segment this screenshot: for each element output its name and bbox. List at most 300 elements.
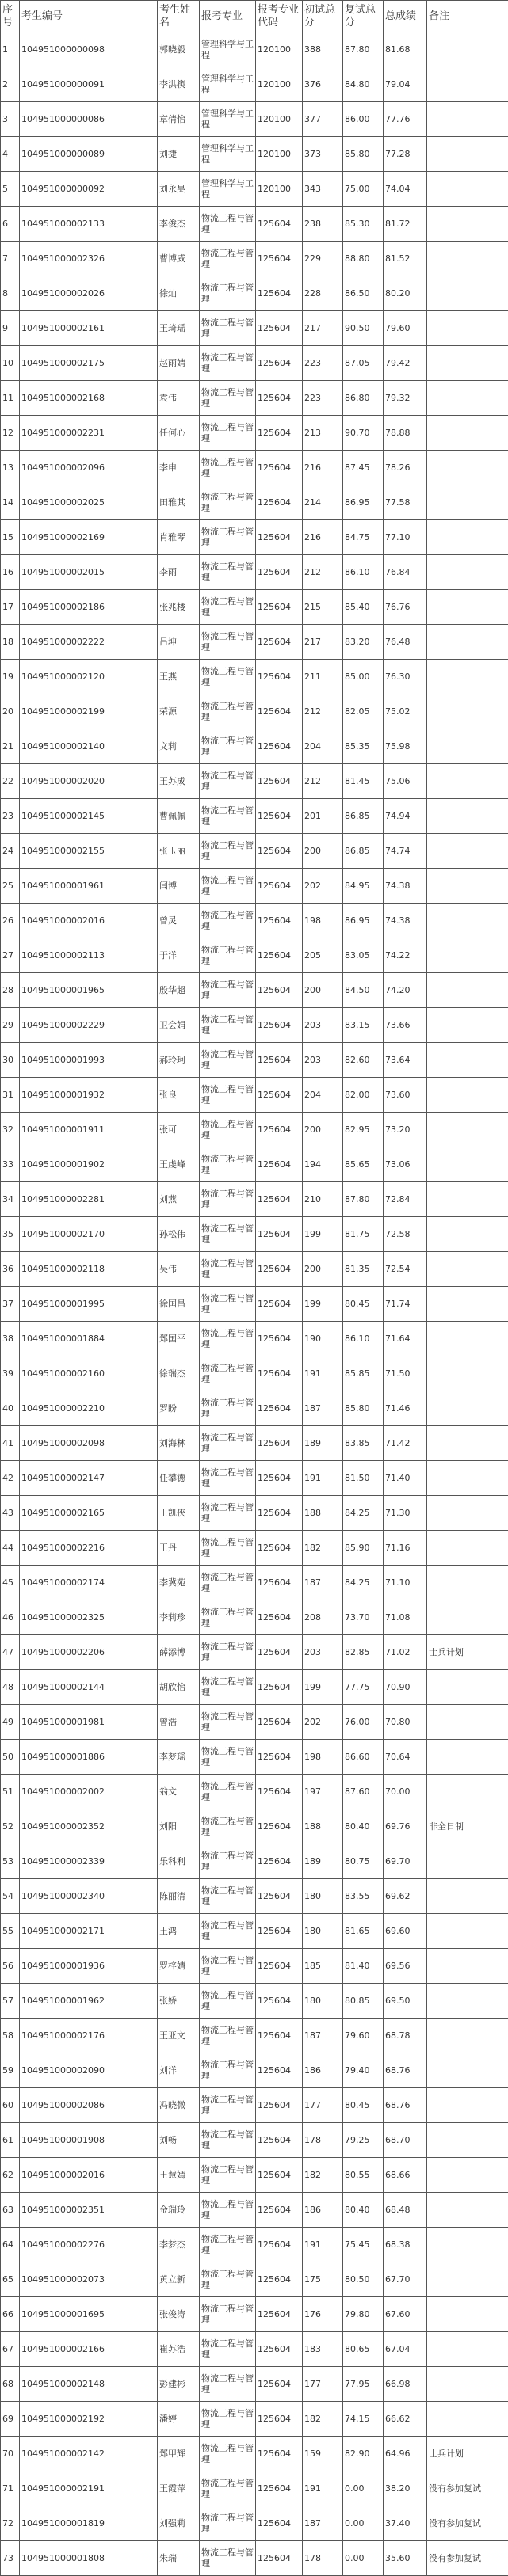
major-cell: 物流工程与管理 bbox=[200, 2262, 256, 2297]
major-cell: 管理科学与工程 bbox=[200, 67, 256, 102]
retest-score-cell: 90.50 bbox=[343, 311, 384, 346]
retest-score-cell: 81.45 bbox=[343, 764, 384, 799]
total-score-cell: 71.16 bbox=[384, 1531, 427, 1566]
exam-id-cell: 104951000001961 bbox=[20, 869, 158, 904]
total-score-cell: 73.66 bbox=[384, 1008, 427, 1043]
remark-cell bbox=[427, 1008, 508, 1043]
remark-cell bbox=[427, 904, 508, 938]
name-cell: 荣源 bbox=[158, 694, 200, 729]
major-code-cell: 125604 bbox=[256, 1287, 303, 1322]
seq-cell: 4 bbox=[1, 137, 20, 172]
retest-score-cell: 79.25 bbox=[343, 2123, 384, 2158]
retest-score-cell: 0.00 bbox=[343, 2506, 384, 2541]
major-cell: 物流工程与管理 bbox=[200, 1113, 256, 1147]
exam-id-cell: 104951000001886 bbox=[20, 1740, 158, 1775]
total-score-cell: 38.20 bbox=[384, 2471, 427, 2506]
prelim-score-cell: 180 bbox=[303, 1914, 343, 1949]
major-cell: 物流工程与管理 bbox=[200, 2541, 256, 2576]
seq-cell: 35 bbox=[1, 1217, 20, 1252]
name-cell: 罗盼 bbox=[158, 1391, 200, 1426]
table-row bbox=[1, 311, 508, 346]
major-code-cell: 125604 bbox=[256, 485, 303, 520]
retest-score-cell: 81.35 bbox=[343, 1252, 384, 1287]
seq-cell: 44 bbox=[1, 1531, 20, 1566]
seq-cell: 54 bbox=[1, 1879, 20, 1914]
retest-score-cell: 79.60 bbox=[343, 2019, 384, 2053]
total-score-cell: 68.70 bbox=[384, 2123, 427, 2158]
major-code-cell: 125604 bbox=[256, 2471, 303, 2506]
exam-id-cell: 104951000002086 bbox=[20, 2088, 158, 2123]
major-code-cell: 125604 bbox=[256, 1113, 303, 1147]
major-code-cell: 125604 bbox=[256, 2123, 303, 2158]
major-code-cell: 120100 bbox=[256, 172, 303, 207]
remark-cell bbox=[427, 590, 508, 625]
total-score-cell: 79.32 bbox=[384, 381, 427, 416]
exam-id-cell: 104951000002148 bbox=[20, 2367, 158, 2402]
name-cell: 徐瑞杰 bbox=[158, 1356, 200, 1391]
seq-cell: 50 bbox=[1, 1740, 20, 1775]
table-row bbox=[1, 1531, 508, 1566]
total-score-cell: 74.22 bbox=[384, 938, 427, 973]
header-cell: 初试总分 bbox=[303, 1, 343, 32]
table-row bbox=[1, 2471, 508, 2506]
major-cell: 物流工程与管理 bbox=[200, 1635, 256, 1670]
remark-cell bbox=[427, 311, 508, 346]
seq-cell: 41 bbox=[1, 1426, 20, 1461]
name-cell: 彭建彬 bbox=[158, 2367, 200, 2402]
major-code-cell: 125604 bbox=[256, 1252, 303, 1287]
retest-score-cell: 81.65 bbox=[343, 1914, 384, 1949]
total-score-cell: 35.60 bbox=[384, 2541, 427, 2576]
name-cell: 王霞萍 bbox=[158, 2471, 200, 2506]
prelim-score-cell: 177 bbox=[303, 2367, 343, 2402]
remark-cell bbox=[427, 834, 508, 869]
name-cell: 刘永昊 bbox=[158, 172, 200, 207]
retest-score-cell: 86.10 bbox=[343, 555, 384, 590]
total-score-cell: 69.76 bbox=[384, 1809, 427, 1844]
major-code-cell: 125604 bbox=[256, 2332, 303, 2367]
name-cell: 郑国平 bbox=[158, 1322, 200, 1356]
name-cell: 李梦杰 bbox=[158, 2228, 200, 2262]
remark-cell: 没有参加复试 bbox=[427, 2541, 508, 2576]
table-row bbox=[1, 799, 508, 834]
remark-cell bbox=[427, 1322, 508, 1356]
major-code-cell: 120100 bbox=[256, 67, 303, 102]
retest-score-cell: 86.00 bbox=[343, 102, 384, 137]
major-cell: 物流工程与管理 bbox=[200, 555, 256, 590]
total-score-cell: 71.50 bbox=[384, 1356, 427, 1391]
name-cell: 李洪筷 bbox=[158, 67, 200, 102]
name-cell: 闫博 bbox=[158, 869, 200, 904]
remark-cell: 士兵计划 bbox=[427, 2437, 508, 2471]
seq-cell: 61 bbox=[1, 2123, 20, 2158]
prelim-score-cell: 216 bbox=[303, 451, 343, 485]
name-cell: 王苏成 bbox=[158, 764, 200, 799]
table-row bbox=[1, 1078, 508, 1113]
prelim-score-cell: 228 bbox=[303, 276, 343, 311]
table-row bbox=[1, 1147, 508, 1182]
header-cell: 报考专业代码 bbox=[256, 1, 303, 32]
major-code-cell: 125604 bbox=[256, 1043, 303, 1078]
seq-cell: 1 bbox=[1, 32, 20, 67]
retest-score-cell: 80.45 bbox=[343, 2088, 384, 2123]
exam-id-cell: 104951000002192 bbox=[20, 2402, 158, 2437]
seq-cell: 23 bbox=[1, 799, 20, 834]
name-cell: 胡欣怡 bbox=[158, 1670, 200, 1705]
seq-cell: 31 bbox=[1, 1078, 20, 1113]
seq-cell: 67 bbox=[1, 2332, 20, 2367]
total-score-cell: 71.40 bbox=[384, 1461, 427, 1496]
prelim-score-cell: 204 bbox=[303, 1078, 343, 1113]
prelim-score-cell: 199 bbox=[303, 1217, 343, 1252]
table-row bbox=[1, 973, 508, 1008]
total-score-cell: 66.62 bbox=[384, 2402, 427, 2437]
exam-id-cell: 104951000000091 bbox=[20, 67, 158, 102]
total-score-cell: 74.38 bbox=[384, 904, 427, 938]
exam-id-cell: 104951000001908 bbox=[20, 2123, 158, 2158]
name-cell: 李雨 bbox=[158, 555, 200, 590]
major-code-cell: 125604 bbox=[256, 2193, 303, 2228]
retest-score-cell: 87.60 bbox=[343, 1775, 384, 1809]
remark-cell bbox=[427, 276, 508, 311]
table-row bbox=[1, 2541, 508, 2576]
table-row bbox=[1, 2158, 508, 2193]
table-body bbox=[1, 32, 508, 2576]
total-score-cell: 68.66 bbox=[384, 2158, 427, 2193]
retest-score-cell: 86.95 bbox=[343, 904, 384, 938]
seq-cell: 32 bbox=[1, 1113, 20, 1147]
name-cell: 王凯侠 bbox=[158, 1496, 200, 1531]
prelim-score-cell: 194 bbox=[303, 1147, 343, 1182]
seq-cell: 6 bbox=[1, 207, 20, 242]
prelim-score-cell: 202 bbox=[303, 1705, 343, 1740]
prelim-score-cell: 191 bbox=[303, 1461, 343, 1496]
major-cell: 物流工程与管理 bbox=[200, 1949, 256, 1984]
remark-cell bbox=[427, 2088, 508, 2123]
name-cell: 殷华超 bbox=[158, 973, 200, 1008]
table-row bbox=[1, 520, 508, 555]
exam-id-cell: 104951000001808 bbox=[20, 2541, 158, 2576]
name-cell: 冯晓微 bbox=[158, 2088, 200, 2123]
major-code-cell: 125604 bbox=[256, 416, 303, 451]
prelim-score-cell: 217 bbox=[303, 625, 343, 660]
table-row bbox=[1, 2437, 508, 2471]
total-score-cell: 74.94 bbox=[384, 799, 427, 834]
seq-cell: 28 bbox=[1, 973, 20, 1008]
exam-id-cell: 104951000002339 bbox=[20, 1844, 158, 1879]
major-code-cell: 125604 bbox=[256, 1844, 303, 1879]
retest-score-cell: 83.85 bbox=[343, 1426, 384, 1461]
prelim-score-cell: 203 bbox=[303, 1635, 343, 1670]
major-cell: 物流工程与管理 bbox=[200, 1566, 256, 1600]
name-cell: 刘畅 bbox=[158, 2123, 200, 2158]
table-row bbox=[1, 1356, 508, 1391]
remark-cell: 没有参加复试 bbox=[427, 2506, 508, 2541]
remark-cell bbox=[427, 485, 508, 520]
seq-cell: 38 bbox=[1, 1322, 20, 1356]
major-cell: 物流工程与管理 bbox=[200, 1879, 256, 1914]
exam-id-cell: 104951000002090 bbox=[20, 2053, 158, 2088]
prelim-score-cell: 199 bbox=[303, 1670, 343, 1705]
remark-cell bbox=[427, 1078, 508, 1113]
major-cell: 物流工程与管理 bbox=[200, 2019, 256, 2053]
exam-id-cell: 104951000002016 bbox=[20, 2158, 158, 2193]
total-score-cell: 69.56 bbox=[384, 1949, 427, 1984]
table-row bbox=[1, 1670, 508, 1705]
prelim-score-cell: 190 bbox=[303, 1322, 343, 1356]
major-cell: 物流工程与管理 bbox=[200, 799, 256, 834]
prelim-score-cell: 188 bbox=[303, 1496, 343, 1531]
seq-cell: 27 bbox=[1, 938, 20, 973]
remark-cell bbox=[427, 416, 508, 451]
exam-id-cell: 104951000000086 bbox=[20, 102, 158, 137]
remark-cell bbox=[427, 1147, 508, 1182]
prelim-score-cell: 189 bbox=[303, 1426, 343, 1461]
exam-id-cell: 104951000002002 bbox=[20, 1775, 158, 1809]
seq-cell: 62 bbox=[1, 2158, 20, 2193]
total-score-cell: 71.30 bbox=[384, 1496, 427, 1531]
remark-cell bbox=[427, 1879, 508, 1914]
major-cell: 物流工程与管理 bbox=[200, 242, 256, 276]
prelim-score-cell: 212 bbox=[303, 555, 343, 590]
seq-cell: 30 bbox=[1, 1043, 20, 1078]
remark-cell bbox=[427, 1705, 508, 1740]
prelim-score-cell: 197 bbox=[303, 1775, 343, 1809]
remark-cell bbox=[427, 2228, 508, 2262]
seq-cell: 8 bbox=[1, 276, 20, 311]
major-cell: 物流工程与管理 bbox=[200, 904, 256, 938]
table-row bbox=[1, 1705, 508, 1740]
major-cell: 物流工程与管理 bbox=[200, 1496, 256, 1531]
exam-id-cell: 104951000002026 bbox=[20, 276, 158, 311]
major-code-cell: 125604 bbox=[256, 694, 303, 729]
retest-score-cell: 75.00 bbox=[343, 172, 384, 207]
prelim-score-cell: 180 bbox=[303, 1879, 343, 1914]
exam-id-cell: 104951000002175 bbox=[20, 346, 158, 381]
prelim-score-cell: 215 bbox=[303, 590, 343, 625]
exam-id-cell: 104951000002096 bbox=[20, 451, 158, 485]
major-code-cell: 125604 bbox=[256, 2088, 303, 2123]
major-code-cell: 125604 bbox=[256, 381, 303, 416]
exam-id-cell: 104951000001902 bbox=[20, 1147, 158, 1182]
exam-id-cell: 104951000002166 bbox=[20, 2332, 158, 2367]
retest-score-cell: 85.40 bbox=[343, 590, 384, 625]
name-cell: 曾浩 bbox=[158, 1705, 200, 1740]
table-row bbox=[1, 1426, 508, 1461]
name-cell: 任何心 bbox=[158, 416, 200, 451]
remark-cell bbox=[427, 973, 508, 1008]
major-code-cell: 125604 bbox=[256, 1914, 303, 1949]
seq-cell: 52 bbox=[1, 1809, 20, 1844]
prelim-score-cell: 183 bbox=[303, 2332, 343, 2367]
remark-cell bbox=[427, 1426, 508, 1461]
seq-cell: 21 bbox=[1, 729, 20, 764]
seq-cell: 15 bbox=[1, 520, 20, 555]
name-cell: 曹博威 bbox=[158, 242, 200, 276]
seq-cell: 7 bbox=[1, 242, 20, 276]
retest-score-cell: 74.15 bbox=[343, 2402, 384, 2437]
remark-cell bbox=[427, 938, 508, 973]
retest-score-cell: 82.85 bbox=[343, 1635, 384, 1670]
prelim-score-cell: 199 bbox=[303, 1287, 343, 1322]
major-code-cell: 125604 bbox=[256, 2437, 303, 2471]
major-code-cell: 125604 bbox=[256, 1217, 303, 1252]
retest-score-cell: 86.50 bbox=[343, 276, 384, 311]
retest-score-cell: 0.00 bbox=[343, 2541, 384, 2576]
seq-cell: 49 bbox=[1, 1705, 20, 1740]
remark-cell bbox=[427, 2262, 508, 2297]
major-cell: 物流工程与管理 bbox=[200, 2158, 256, 2193]
major-cell: 物流工程与管理 bbox=[200, 729, 256, 764]
seq-cell: 36 bbox=[1, 1252, 20, 1287]
seq-cell: 5 bbox=[1, 172, 20, 207]
prelim-score-cell: 182 bbox=[303, 2402, 343, 2437]
table-row bbox=[1, 2297, 508, 2332]
seq-cell: 40 bbox=[1, 1391, 20, 1426]
name-cell: 金瑞玲 bbox=[158, 2193, 200, 2228]
prelim-score-cell: 210 bbox=[303, 1182, 343, 1217]
remark-cell bbox=[427, 2053, 508, 2088]
major-cell: 物流工程与管理 bbox=[200, 625, 256, 660]
seq-cell: 24 bbox=[1, 834, 20, 869]
major-code-cell: 125604 bbox=[256, 451, 303, 485]
remark-cell bbox=[427, 207, 508, 242]
name-cell: 曾灵 bbox=[158, 904, 200, 938]
exam-id-cell: 104951000002231 bbox=[20, 416, 158, 451]
major-cell: 物流工程与管理 bbox=[200, 1531, 256, 1566]
retest-score-cell: 90.70 bbox=[343, 416, 384, 451]
major-cell: 物流工程与管理 bbox=[200, 2437, 256, 2471]
retest-score-cell: 84.75 bbox=[343, 520, 384, 555]
name-cell: 刘海林 bbox=[158, 1426, 200, 1461]
major-code-cell: 125604 bbox=[256, 2402, 303, 2437]
seq-cell: 63 bbox=[1, 2193, 20, 2228]
exam-id-cell: 104951000002352 bbox=[20, 1809, 158, 1844]
table-row bbox=[1, 938, 508, 973]
retest-score-cell: 84.95 bbox=[343, 869, 384, 904]
major-cell: 物流工程与管理 bbox=[200, 1322, 256, 1356]
major-cell: 物流工程与管理 bbox=[200, 764, 256, 799]
name-cell: 崔苏浩 bbox=[158, 2332, 200, 2367]
exam-id-cell: 104951000002325 bbox=[20, 1600, 158, 1635]
seq-cell: 20 bbox=[1, 694, 20, 729]
name-cell: 李俊杰 bbox=[158, 207, 200, 242]
exam-id-cell: 104951000002351 bbox=[20, 2193, 158, 2228]
major-cell: 物流工程与管理 bbox=[200, 2123, 256, 2158]
exam-id-cell: 104951000001936 bbox=[20, 1949, 158, 1984]
major-code-cell: 125604 bbox=[256, 729, 303, 764]
exam-id-cell: 104951000001911 bbox=[20, 1113, 158, 1147]
exam-id-cell: 104951000002160 bbox=[20, 1356, 158, 1391]
remark-cell bbox=[427, 660, 508, 694]
table-row bbox=[1, 904, 508, 938]
name-cell: 肖雅琴 bbox=[158, 520, 200, 555]
major-code-cell: 125604 bbox=[256, 555, 303, 590]
major-code-cell: 125604 bbox=[256, 1531, 303, 1566]
major-code-cell: 125604 bbox=[256, 660, 303, 694]
table-row bbox=[1, 1461, 508, 1496]
table-row bbox=[1, 451, 508, 485]
table-row bbox=[1, 1043, 508, 1078]
major-cell: 管理科学与工程 bbox=[200, 32, 256, 67]
major-cell: 物流工程与管理 bbox=[200, 869, 256, 904]
seq-cell: 57 bbox=[1, 1984, 20, 2019]
prelim-score-cell: 198 bbox=[303, 1740, 343, 1775]
retest-score-cell: 85.35 bbox=[343, 729, 384, 764]
retest-score-cell: 83.15 bbox=[343, 1008, 384, 1043]
table-row bbox=[1, 590, 508, 625]
seq-cell: 34 bbox=[1, 1182, 20, 1217]
table-row bbox=[1, 1008, 508, 1043]
seq-cell: 72 bbox=[1, 2506, 20, 2541]
name-cell: 朱瑞 bbox=[158, 2541, 200, 2576]
prelim-score-cell: 205 bbox=[303, 938, 343, 973]
prelim-score-cell: 343 bbox=[303, 172, 343, 207]
prelim-score-cell: 188 bbox=[303, 1809, 343, 1844]
table-row bbox=[1, 1635, 508, 1670]
name-cell: 李梦瑶 bbox=[158, 1740, 200, 1775]
remark-cell bbox=[427, 2402, 508, 2437]
major-code-cell: 125604 bbox=[256, 276, 303, 311]
major-cell: 物流工程与管理 bbox=[200, 938, 256, 973]
name-cell: 曹佩佩 bbox=[158, 799, 200, 834]
seq-cell: 3 bbox=[1, 102, 20, 137]
retest-score-cell: 86.80 bbox=[343, 381, 384, 416]
total-score-cell: 72.84 bbox=[384, 1182, 427, 1217]
seq-cell: 45 bbox=[1, 1566, 20, 1600]
total-score-cell: 72.58 bbox=[384, 1217, 427, 1252]
remark-cell bbox=[427, 1391, 508, 1426]
retest-score-cell: 85.30 bbox=[343, 207, 384, 242]
name-cell: 任攀德 bbox=[158, 1461, 200, 1496]
name-cell: 刘捷 bbox=[158, 137, 200, 172]
exam-id-cell: 104951000002073 bbox=[20, 2262, 158, 2297]
major-code-cell: 125604 bbox=[256, 1775, 303, 1809]
major-code-cell: 125604 bbox=[256, 799, 303, 834]
retest-score-cell: 86.60 bbox=[343, 1740, 384, 1775]
retest-score-cell: 87.80 bbox=[343, 32, 384, 67]
total-score-cell: 68.48 bbox=[384, 2193, 427, 2228]
retest-score-cell: 82.60 bbox=[343, 1043, 384, 1078]
seq-cell: 48 bbox=[1, 1670, 20, 1705]
table-row bbox=[1, 1740, 508, 1775]
seq-cell: 17 bbox=[1, 590, 20, 625]
table-row bbox=[1, 137, 508, 172]
table-row bbox=[1, 1809, 508, 1844]
exam-id-cell: 104951000001932 bbox=[20, 1078, 158, 1113]
exam-id-cell: 104951000001995 bbox=[20, 1287, 158, 1322]
retest-score-cell: 75.45 bbox=[343, 2228, 384, 2262]
major-cell: 物流工程与管理 bbox=[200, 694, 256, 729]
seq-cell: 66 bbox=[1, 2297, 20, 2332]
prelim-score-cell: 213 bbox=[303, 416, 343, 451]
table-row bbox=[1, 1217, 508, 1252]
major-code-cell: 125604 bbox=[256, 1984, 303, 2019]
prelim-score-cell: 202 bbox=[303, 869, 343, 904]
retest-score-cell: 85.65 bbox=[343, 1147, 384, 1182]
retest-score-cell: 80.40 bbox=[343, 1809, 384, 1844]
total-score-cell: 67.04 bbox=[384, 2332, 427, 2367]
major-cell: 物流工程与管理 bbox=[200, 1078, 256, 1113]
retest-score-cell: 87.45 bbox=[343, 451, 384, 485]
total-score-cell: 70.00 bbox=[384, 1775, 427, 1809]
header-cell: 考生姓名 bbox=[158, 1, 200, 32]
exam-id-cell: 104951000000089 bbox=[20, 137, 158, 172]
major-cell: 物流工程与管理 bbox=[200, 1705, 256, 1740]
retest-score-cell: 79.40 bbox=[343, 2053, 384, 2088]
major-cell: 物流工程与管理 bbox=[200, 2193, 256, 2228]
major-code-cell: 120100 bbox=[256, 137, 303, 172]
